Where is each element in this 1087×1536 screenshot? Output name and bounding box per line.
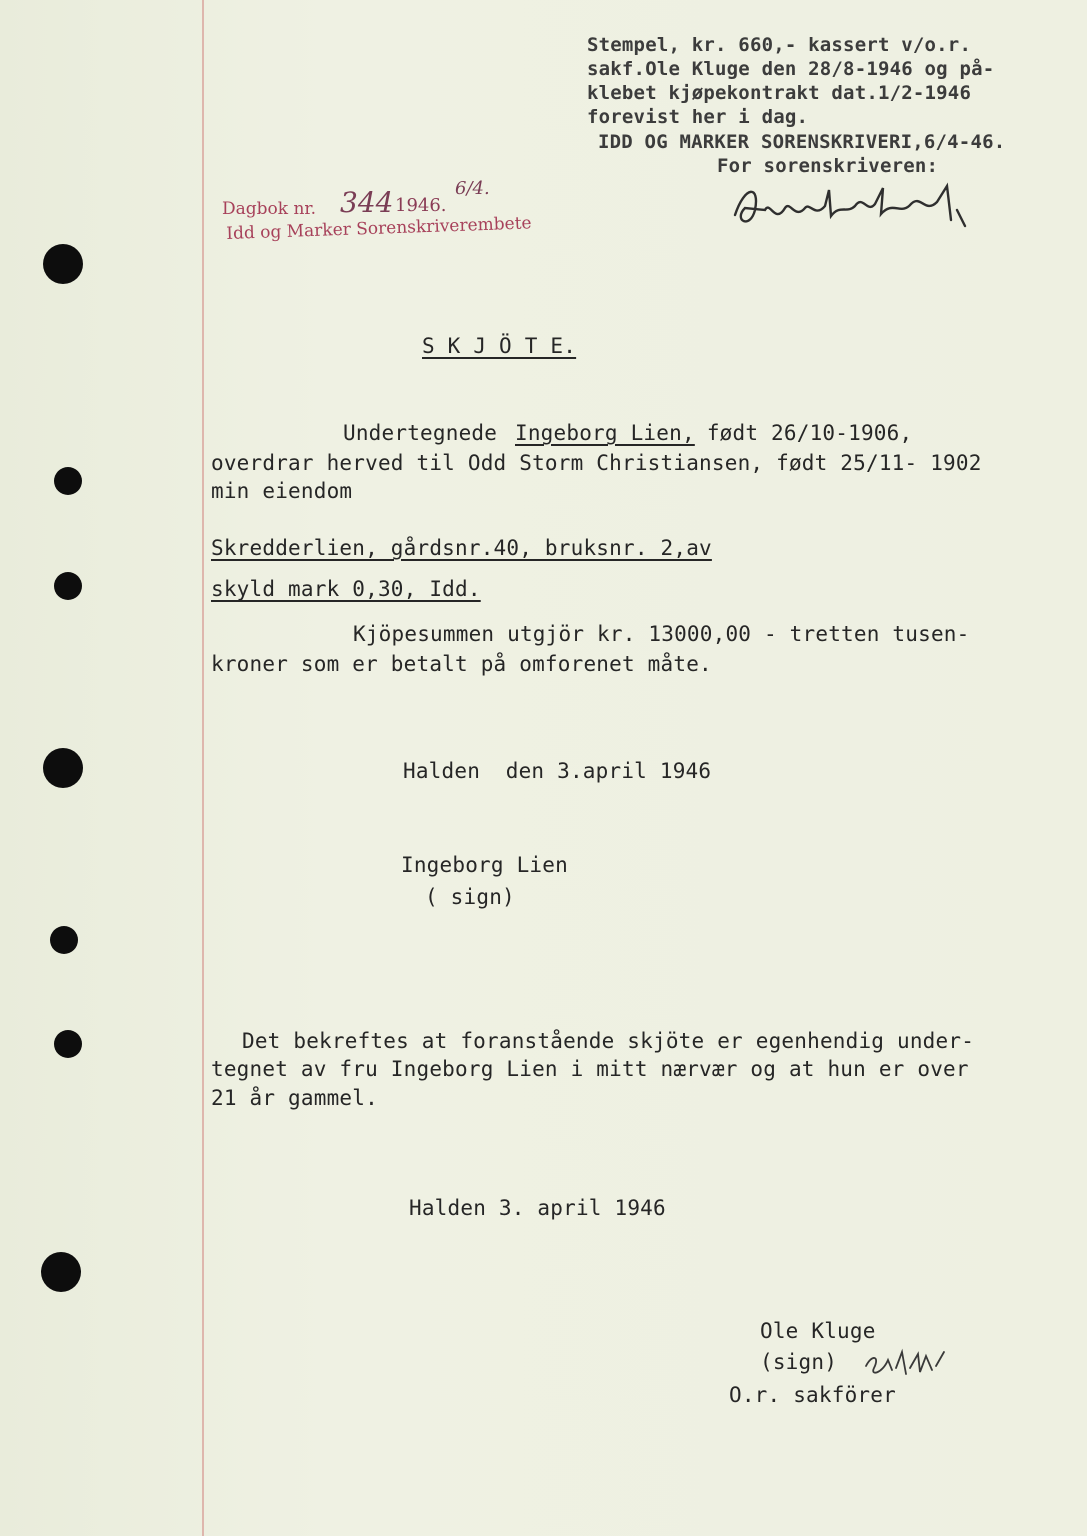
signer-name: Ingeborg Lien [401,853,568,877]
witness-name: Ole Kluge [760,1319,876,1343]
punch-hole [54,1030,82,1058]
punch-hole [43,244,83,284]
dagbok-office: Idd og Marker Sorenskriverembete [226,213,532,244]
signature-graphic [725,180,985,240]
signer-sign: ( sign) [425,885,515,909]
margin-line [202,0,204,1536]
dagbok-number: 344 [340,186,394,219]
witness-sign: (sign) [760,1350,838,1374]
seller-name: Ingeborg Lien, [515,421,695,445]
punch-hole [50,926,78,954]
body-text: Det bekreftes at foranstående skjöte er egenhendig under- [242,1029,975,1053]
dagbok-year: 1946. [395,195,447,216]
body-text: min eiendom [211,479,353,503]
stamp-line: IDD OG MARKER SORENSKRIVERI,6/4-46. [598,131,1006,153]
stamp-line: sakf.Ole Kluge den 28/8-1946 og på- [587,58,995,80]
place-date: Halden den 3.april 1946 [403,759,712,783]
stamp-line: For sorenskriveren: [717,155,939,177]
punch-hole [54,467,82,495]
body-text: født 26/10-1906, [694,421,913,445]
body-text: 21 år gammel. [211,1086,378,1110]
dagbok-date: 6/4. [455,178,490,199]
body-text: kroner som er betalt på omforenet måte. [211,652,712,676]
place-date: Halden 3. april 1946 [409,1196,666,1220]
property-text: skyld mark 0,30, Idd. [211,577,481,601]
stamp-line: forevist her i dag. [587,106,809,128]
body-text: Kjöpesummen utgjör kr. 13000,00 - tretten tusen- [353,622,970,646]
stamp-line: klebet kjøpekontrakt dat.1/2-1946 [587,82,972,104]
body-text: overdrar herved til Odd Storm Christiansen, født 25/11- 1902 [211,451,982,475]
document-title: S K J Ö T E. [422,334,577,358]
property-text: Skredderlien, gårdsnr.40, bruksnr. 2,av [211,536,712,560]
punch-hole [54,572,82,600]
body-text: tegnet av fru Ingeborg Lien i mitt nærvær og at hun er over [211,1057,969,1081]
stamp-line: Stempel, kr. 660,- kassert v/o.r. [587,34,972,56]
body-text: Undertegnede [343,421,498,445]
initials-graphic [862,1346,952,1380]
punch-hole [43,748,83,788]
witness-title: O.r. sakförer [729,1383,896,1407]
dagbok-label: Dagbok nr. [222,199,317,219]
punch-hole [41,1252,81,1292]
